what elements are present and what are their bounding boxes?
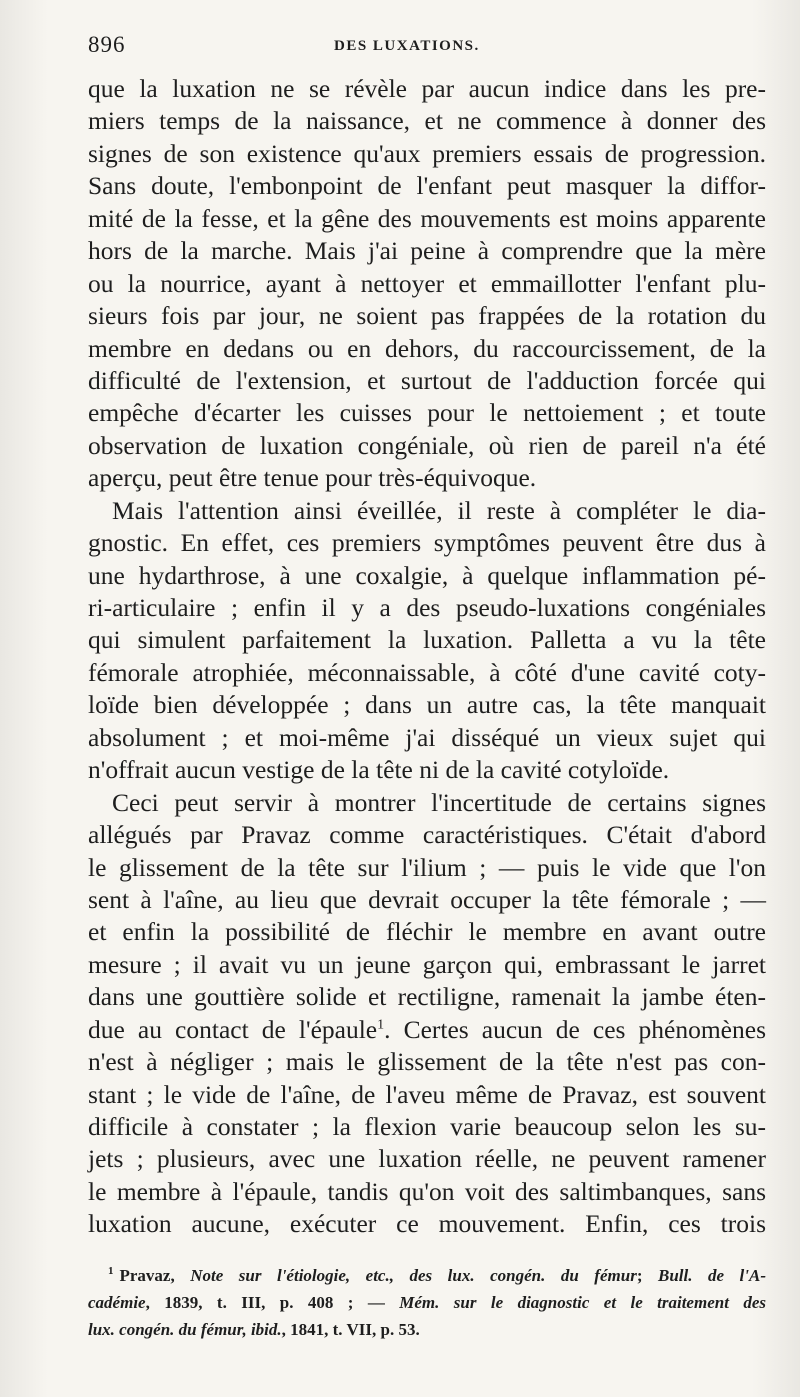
footnote-reference[interactable]: 1 [377,1017,385,1033]
text-line: qui simulent parfaitement la luxation. Palletta a vu la tête [88,625,766,655]
footnote-line [88,1262,766,1289]
text-line: mesure ; il avait vu un jeune garçon qui, embrassant le jarret [88,949,766,979]
text-line: signes de son existence qu'aux premiers essais de progression. [88,138,766,168]
footnote-line [88,1289,766,1316]
text-line: une hydarthrose, à une coxalgie, à quelque inflammation pé- [88,560,766,590]
text-line: difficulté de l'extension, et surtout de l'adduction forcée qui [88,365,766,395]
footnote-italic: Note sur l'étiologie, etc., des lux. congén. du fémur [190,1266,637,1285]
running-head [88,30,764,64]
text-line: miers temps de la naissance, et ne commence à donner des [88,106,766,136]
text-line: empêche d'écarter les cuisses pour le nettoiement ; et toute [88,398,766,428]
text-line: mité de la fesse, et la gêne des mouvements est moins apparente [88,203,766,233]
text-line: difficile à constater ; la flexion varie beaucoup selon les su- [88,1112,766,1141]
text-line: et enfin la possibilité de fléchir le membre en avant outre [88,917,766,947]
text-line-with-note [88,1014,766,1046]
text-line: dans une gouttière solide et rectiligne, ramenait la jambe éten- [88,982,766,1012]
text-line: loïde bien développée ; dans un autre cas, la tête manquait [88,690,766,720]
text-line: sent à l'aîne, au lieu que devrait occuper la tête fémorale ; — [88,884,766,914]
footnote-line [88,1316,766,1343]
page-number: 896 [88,32,126,57]
text-line: sieurs fois par jour, ne soient pas frappées de la rotation du [88,301,766,331]
text-line: le membre à l'épaule, tandis qu'on voit des saltimbanques, sans [88,1176,766,1206]
text-line: allégués par Pravaz comme caractéristiques. C'était d'abord [88,820,766,850]
text-line: n'offrait aucun vestige de la tête ni de la cavité cotyloïde. [88,755,670,785]
text-line: fémorale atrophiée, méconnaissable, à côté d'une cavité coty- [88,657,766,687]
footnote-italic: lux. congén. du fémur, ibid. [88,1320,282,1339]
text-line: Sans doute, l'embonpoint de l'enfant peut masquer la diffor- [88,171,766,201]
text-line: observation de luxation congéniale, où rien de pareil n'a été [88,430,766,460]
footnote-italic: cadémie [88,1293,146,1312]
footnote [88,1262,766,1343]
text-line: membre en dedans ou en dehors, du raccourcissement, de la [88,333,766,363]
text-line: absolument ; et moi-même j'ai disséqué un vieux sujet qui [88,722,766,752]
footnote-text: ; [636,1266,658,1285]
text-line: que la luxation ne se révèle par aucun indice dans les pre- [88,74,766,103]
text-line: jets ; plusieurs, avec une luxation réelle, ne peuvent ramener [88,1144,766,1174]
footnote-italic: Bull. de l'A- [657,1266,766,1285]
text-line: ri-articulaire ; enfin il y a des pseudo-luxations congéniales [88,593,766,622]
text-line: ou la nourrice, ayant à nettoyer et emmaillotter l'enfant plu- [88,268,766,298]
text-line: gnostic. En effet, ces premiers symptômes peuvent être dus à [88,528,766,558]
body-text [88,73,766,1241]
text-line: le glissement de la tête sur l'ilium ; — puis le vide que l'on [88,852,766,882]
footnote-text: , 1839, t. III, p. 408 ; — [145,1293,400,1312]
text-line: aperçu, peut être tenue pour très-équivoque. [88,463,537,493]
text-line-tail: . Certes aucun de ces phénomènes [384,1014,766,1044]
text-line: Ceci peut servir à montrer l'incertitude de certains signes [112,787,766,817]
text-line: n'est à négliger ; mais le glissement de la tête n'est pas con- [88,1047,766,1077]
footnote-italic: Mém. sur le diagnostic et le traitement des [399,1293,766,1312]
text-line: stant ; le vide de l'aîne, de l'aveu même de Pravaz, est souvent [88,1079,766,1109]
footnote-text: , 1841, t. VII, p. 53. [281,1320,420,1339]
footnote-mark: 1 [108,1265,114,1278]
text-line: hors de la marche. Mais j'ai peine à comprendre que la mère [88,236,766,266]
text-line-head: due au contact de l'épaule [88,1014,378,1044]
text-line: luxation aucune, exécuter ce mouvement. Enfin, ces trois [88,1209,766,1239]
text-line: Mais l'attention ainsi éveillée, il reste à compléter le dia- [112,495,766,525]
footnote-text: Pravaz, [119,1266,191,1285]
running-title: DES LUXATIONS. [334,38,480,54]
